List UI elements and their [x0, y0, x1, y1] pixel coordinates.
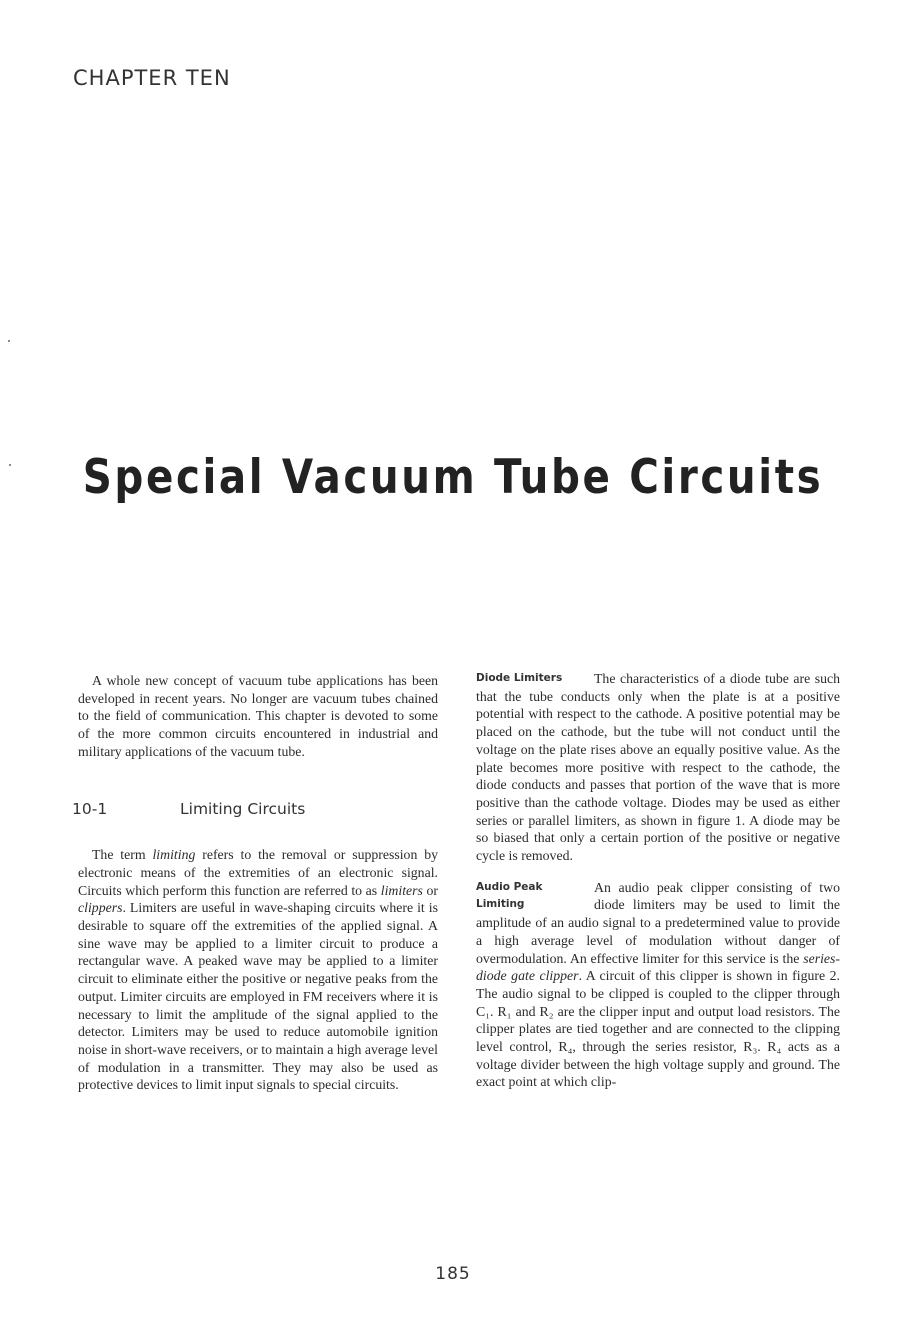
intro-paragraph: A whole new concept of vacuum tube applications has been developed in recent years. No longer are vacuum tubes chained to the field of communication. This chapter is devoted to some of the more common circuits encountered in industrial and military applications of the vacuum tube. [78, 673, 438, 759]
term-clippers: clippers [78, 900, 123, 916]
side-heading-audio-peak [476, 879, 588, 914]
chapter-label: CHAPTER TEN [73, 66, 231, 90]
section-heading [72, 801, 438, 819]
section-title: Limiting Circuits [180, 799, 306, 818]
term-series-diode-gate-clipper: series-diode gate clipper [476, 950, 840, 984]
right-column [476, 670, 840, 1091]
spacer [476, 865, 840, 879]
diode-limiters-paragraph: The characteristics of a diode tube are such that the tube conducts only when the plate is at a positive potential with respect to the cathode. A positive potential may be placed on the cathode, but the tube will not conduct until the voltage on the plate rises above an equally positive value. As the plate becomes more positive with respect to the cathode, the diode conducts and passes that portion of the wave that is more positive than the cathode voltage. Diodes may be used as either series or parallel limiters, as shown in figure 1. A diode may be so biased that only a certain portion of the positive or negative cycle is removed. [476, 671, 840, 864]
side-heading-line: Audio Peak [476, 880, 543, 893]
text-run: refers to the removal or suppression by electronic means of the extremities of an electronic signal. Circuits which perform this function are referred to as [78, 847, 438, 898]
side-heading-line: Limiting [476, 898, 525, 911]
text-run: . A circuit of this clipper is shown in figure 2. The audio signal to be clipped is coupled to the clipper through C₁. R₁ and R₂ are the clipper input and output load resistors. The clipper plates are tied together and are connected to the clipping level control, R₄, through the series resistor, R₃. R₄ acts as a voltage divider between the high voltage supply and ground. The exact point at which clip- [476, 968, 841, 1090]
limiting-paragraph [78, 846, 438, 1094]
left-column [72, 672, 438, 1094]
text-run: The term [92, 847, 153, 863]
audio-peak-block [476, 879, 840, 1091]
term-limiting: limiting [152, 847, 196, 863]
page-number: 185 [435, 1264, 471, 1284]
text-run: or [422, 882, 438, 898]
scan-speck [8, 340, 10, 342]
chapter-title: Special Vacuum Tube Circuits [82, 450, 824, 505]
scan-speck [9, 464, 11, 466]
section-number: 10-1 [72, 799, 108, 818]
diode-limiters-block [476, 670, 840, 865]
text-run: . Limiters are useful in wave-shaping circuits where it is desirable to square off the extremities of the applied signal. A sine wave may be applied to a limiter circuit to produce a rectangular wave. A peaked wave may be applied to a limiter circuit to eliminate either the positive or negative peaks from the output. Limiter circuits are employed in FM receivers where it is necessary to limit the amplitude of the signal applied to the detector. Limiters may be used to reduce automobile ignition noise in short-wave receivers, or to maintain a high average level of modulation in a transmitter. They may also be used as protective devices to limit input signals to special circuits. [78, 900, 438, 1093]
side-heading-diode-limiters: Diode Limiters [476, 672, 563, 684]
term-limiters: limiters [380, 882, 423, 898]
text-run: An audio peak clipper consisting of two diode limiters may be used to limit the amplitude of an audio signal to a predetermined value to provide a high average level of modulation without danger of overmodulation. An effective limiter for this service is the [476, 879, 840, 966]
